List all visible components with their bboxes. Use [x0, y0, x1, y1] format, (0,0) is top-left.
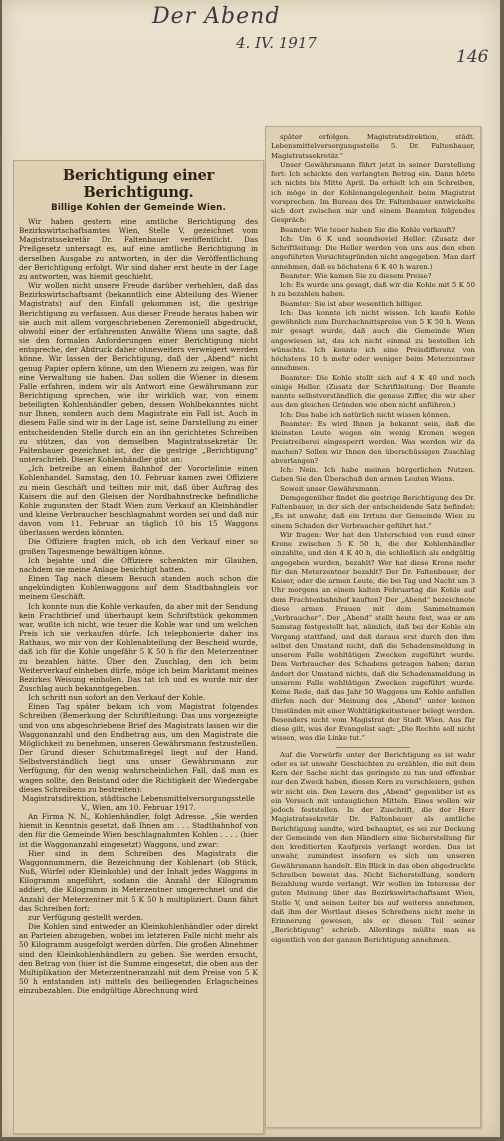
archive-sheet	[2, 0, 500, 1137]
paragraph: An Firma N. N., Kohlenhändler, folgt Adresse. „Sie werden hiemit in Kenntnis gesetzt, daß Ihnen am . . . Stadtbahnhof von den für die Gemeinde Wien beschlagnahmten Kohlen . . . . (hier ist die Waggonanzahl eingesetzt) Waggons, und zwar:	[19, 812, 258, 849]
right-column-text	[266, 133, 480, 945]
paragraph: Die Kohlen sind entweder an Kleinkohlenhändler oder direkt an Parteien abzugeben, wobei im letzteren Falle nicht mehr als 50 Kilogramm ausgefolgt werden dürfen. Die großen Abnehmer sind den Kleinkohlenhändlern zu geben. Sie werden ersucht, den Betrag von (hier ist die Summe eingesetzt, die oben aus der Multiplikation der Meterzentneranzahl mit dem Preise von 5 K 50 h entstanden ist) mittels des beiliegenden Erlagscheines einzubezahlen. Die endgültige Abrechnung wird	[19, 922, 258, 996]
paragraph: Demgegenüber findet die gestrige Berichtigung des Dr. Faltenbauer, in der sich der entscheidende Satz befindet: „Es ist unwahr, daß ein Irrtum der Gemeinde Wien zu einem Schaden der Verbraucher geführt hat.“	[271, 493, 475, 530]
left-column-text	[14, 217, 263, 995]
newspaper-clipping-left	[13, 160, 264, 1134]
section-divider	[336, 747, 410, 748]
paragraph: Beamter: Wie kamen Sie zu diesem Preise?	[280, 271, 432, 280]
paragraph: Wir wollen nicht unsere Freude darüber verhehlen, daß das Bezirkswirtschaftsamt (bekanntlich eine Abteilung des Wiener Magistrats) auf den Einfall gekommen ist, die gestrige Berichtigung zu verfassen. Aus dieser Freude heraus haben wir sie auch mit allem vorgeschriebenen Zeremoniell abgedruckt, obwohl einer der erfahrensten Anwälte Wiens uns sagte, daß sie den formalen Anforderungen einer Berichtigung nicht entspreche, der Abdruck daher ohneweiters verweigert werden könne. Wir lassen der Berichtigung, daß der „Abend“ nicht genug Papier opfern könne, um den Wienern zu zeigen, was für eine Verwaltung sie haben. Das sollen die Wiener in diesem Falle erfahren, indem wir als Antwort eine Gewährsmann zur Berichtigung sprechen, wie ihr wirklich war, von einem beteiligten Kohlenhändler geben, dessen Wohlbekanntes nicht nur Ihnen, sondern auch dem Magistrate ein Fall ist. Auch in diesem Falle sind wir in der Lage ist, seine Darstellung zu einer entscheidenden Stelle durch ein an ihn gerichtetes Schreiben zu stützen, das von demselben Magistratssekretär Dr. Faltenbauer gezeichnet ist, der die gestrige „Berichtigung“ unterschrieb. Dieser Kohlenhändler gibt an:	[19, 281, 258, 465]
paragraph: zur Verfügung gestellt werden.	[28, 912, 144, 922]
paragraph: Ich: Es wurde uns gesagt, daß wir die Kohle mit 5 K 50 h zu bezahlen haben.	[271, 281, 475, 299]
paragraph: Beamter: Sie ist aber wesentlich billiger.	[280, 299, 423, 308]
paragraph: Ich konnte nun die Kohle verkaufen, da aber mit der Sendung kein Frachtbrief und überhaupt kein Schriftstück gekommen war, wußte ich nicht, wie teuer die Kohle war und um welchen Preis ich sie verkaufen dürfe. Ich telephonierte daher ins Rathaus, wo mir von der Kohlenabteilung der Bescheid wurde, daß ich für die Kohle ungefähr 5 K 50 h für den Meterzentner zu bezahlen hätte. Über den Zuschlag, den ich beim Weiterverkauf einheben dürfe, möge ich beim Marktamt meines Bezirkes Weisung einholen. Das tat ich und es wurde mir der Zuschlag auch bekanntgegeben.	[19, 601, 258, 693]
paragraph: Die Offiziere fragten mich, ob ich den Verkauf einer so großen Tagesmenge bewältigen könne.	[19, 537, 258, 556]
paragraph: Ich schritt nun sofort an den Verkauf der Kohle.	[28, 693, 206, 703]
handwritten-page-number: 146	[456, 47, 489, 67]
paragraph: „Ich betreibe an einem Bahnhof der Vorortelinie einen Kohlenhandel. Samstag, den 10. Februar kamen zwei Offiziere zu mein Geschäft und teilten mir mit, daß über Auftrag des Kaisers die auf den Gleisen der Nordbahnstrecke befindliche Kohle zugunsten der Stadt Wien zum Verkauf an Kleinhändler und kleine Verbraucher beschlagnahmt worden sei und daß mir davon vom 11. Februar an täglich 10 bis 15 Waggons überlassen werden könnten.	[19, 464, 258, 538]
article-subheadline: Billige Kohlen der Gemeinde Wien.	[51, 203, 226, 213]
paragraph: Soweit unser Gewährsmann.	[280, 484, 381, 493]
paragraph: Beamter: Die Kohle stellt sich auf 4 K 40 und noch einige Heller. (Zusatz der Schriftleitung: Der Beamte nannte selbstverständlich die genaue Ziffer, die wir aber aus den gleichen Gründen wie oben nicht anführen.)	[271, 373, 475, 410]
paragraph: Ich: Um 6 K und soundsoviel Heller. (Zusatz der Schriftleitung: Die Heller werden von uns aus den eben angeführten Vorsichtsgründen nicht angegeben. Man darf annehmen, daß es höchstens 6 K 40 h waren.)	[271, 234, 475, 271]
handwritten-newspaper-name: Der Abend	[152, 4, 281, 29]
paragraph: später erfolgen. Magistratsdirektion, städt. Lebensmittelversorgungsstelle 5. Dr. Faltenbauer, Magistratssekretär.“	[271, 133, 475, 160]
newspaper-clipping-right	[265, 126, 481, 1128]
paragraph: Hier sind in dem Schreiben des Magistrats die Waggonnummern, die Bezeichnung der Kohlenart (ob Stück, Nuß, Würfel oder Kleinkohle) und der Inhalt jedes Waggons in Kilogramm angeführt, sodann die Anzahl der Kilogramm addiert, die Kilogramm in Meterzentner umgerechnet und die Anzahl der Meterzentner mit 5 K 50 h multipliziert. Dann fährt das Schreiben fort:	[19, 848, 258, 913]
paragraph: Ich bejahte und die Offiziere schenkten mir Glauben, nachdem sie meine Anlage besichtigt hatten.	[19, 555, 258, 574]
paragraph: Auf die Vorwürfe unter der Berichtigung es ist wahr oder es ist unwahr Geschichten zu erzählen, die mit dem Kern der Sache nicht das geringste zu tun und offenbar nur den Zweck haben, diesen Kern zu verschleiern, gehen wir nicht ein. Den Lesern des „Abend“ gegenüber ist es ein Versuch mit untauglichen Mitteln. Eines wollen wir jedoch feststellen. In der Zuschrift, die der Herr Magistratssekretär Dr. Faltenbauer als amtliche Berichtigung sandte, wird behauptet, es sei zur Deckung der Gemeinde von den Händlern eine Sicherstellung für den kreditierten Kaufpreis verlangt worden. Das ist unwahr, zumindest insofern es sich um unseren Gewährsmann handelt. Ein Blick in das oben abgedruckte Schreiben beweist das. Nicht Sicherstellung, sondern Bezahlung wurde verlangt. Wir wollen im Interesse der guten Meinung über das Bezirkswirtschaftsamt Wien, Stelle V, und seinen Leiter bis auf weiteres annehmen, daß ihm der Wortlaut dieses Schreibens nicht mehr in Erinnerung gewesen, als er diesen Teil seiner „Berichtigung“ schrieb. Allerdings müßte man es eigentlich von der ganzen Berichtigung annehmen.	[271, 750, 475, 944]
paragraph: Ich: Nein. Ich habe meinen bürgerlichen Nutzen. Geben Sie den Überschuß den armen Leuten Wiens.	[271, 466, 475, 484]
paragraph: Beamter: Es wird Ihnen ja bekannt sein, daß die kleinsten Leute wegen ein wenig Kronen wegen Preistreiberei eingesperrt werden. Was werden wir da machen? Sollen wir Ihnen den überschüssigen Zuschlag abverlangen?	[271, 419, 475, 465]
paragraph: Beamter: Wie teuer haben Sie die Kohle verkauft?	[280, 225, 456, 234]
article-headline: Berichtigung einer Berichtigung.	[62, 167, 215, 201]
handwritten-date: 4. IV. 1917	[236, 34, 317, 52]
paragraph: Unser Gewährsmann fährt jetzt in seiner Darstellung fort: Ich schickte den verlangten Betrag ein. Dann hörte ich nichts bis Mitte April. Da erhielt ich ein Schreiben, ich möge in der Kohlenangelegenheit beim Magistrat vorsprechen. Im Bureau des Dr. Faltenbauer entwickelte sich dort zwischen mir und einem Beamten folgendes Gespräch:	[271, 160, 475, 225]
paragraph: Einen Tag später bekam ich vom Magistrat folgendes Schreiben (Bemerkung der Schriftleitung: Das uns vorgezeigte und von uns abgeschriebene Brief des Magistrats lassen wir die Waggonanzahl und den Endbetrag aus, um den Magistrate die Möglichkeit zu benehmen, unseren Gewährsmann festzustellen. Der Grund dieser Schutzmaßregel liegt auf der Hand. Selbstverständlich liegt uns unser Gewährsmann zur Verfügung, für den wenig wahrscheinlichen Fall, daß man es wagen sollte, den Beistand oder die Richtigkeit der Wiedergabe dieses Schreibens zu bestreiten):	[19, 702, 258, 794]
paragraph: Magistratsdirektion, städtische Lebensmittelversorgungsstelle V., Wien, am 10. Februar 1917.	[22, 793, 255, 812]
paragraph: Ich: Das habe ich natürlich nicht wissen können.	[280, 410, 451, 419]
paragraph: Einen Tag nach diesem Besuch standen auch schon die angekündigten Kohlenwaggons auf dem Stadtbahngleis vor meinem Geschäft.	[19, 574, 258, 602]
paragraph: Ich: Das konnte ich nicht wissen. Ich kaufe Kohle gewöhnlich zum Durchschnittspreise von 5 K 50 h. Wenn mir gesagt wurde, daß auch die Gemeinde Wien angewiesen ist, das ich nicht einmal zu bestellen ich wünschte. Ich konnte ich eine Preisdifferenz von höchstens 10 h mehr oder weniger beim Meterzentner annehmen.	[271, 308, 475, 373]
paragraph: Wir fragen: Wer hat den Unterschied von rund einer Krone zwischen 5 K 50 h, die der Kohlenhändler einzahlte, und den 4 K 40 h, die schließlich als endgültig angegeben wurden, bezahlt? Wer hat diese Krone mehr für den Meterzentner bezahlt? Der Dr. Faltenbauer, der Kaiser, oder die armen Leute, die bei Tag und Nacht um 3 Uhr morgens an einem kalten Februartag die Kohle auf dem Frachtenbahnhof kauften? Der „Abend“ bezeichnete diese armen Frauen mit dem Sammelnamen „Verbraucher“. Der „Abend“ stellt heute fest, was er am Samstag festgestellt hat, nämlich, daß bei der Kohle ein Vorgang stattfand, und daß daraus erst durch den ihm selbst den Umstand nicht, daß die Schadensmeldung in unserem Falle wohltätigen Zwecken zugeführt wurde. Dem Verbraucher des Schadens getragen haben; daran ändert der Umstand nichts, daß die Schadensmeldung in unserem Falle wohltätigen Zwecken zugeführt wurde. Keine Rede, daß das Jahr 50 Waggons um Kohle anfallen dürfen nach der Meinung des „Abend“ unter keinen Umständen mit einer Wohltätigkeitssteuer belegt werden. Besonders nicht vom Magistrat der Stadt Wien. Aus für diese gilt, was der Evangelist sagt: „Die Rechte soll nicht wissen, was die Linke tut.“	[271, 530, 475, 743]
paragraph: Wir haben gestern eine amtliche Berichtigung des Bezirkswirtschaftsamtes Wien, Stelle V, gezeichnet vom Magistratssekretär Dr. Faltenbauer veröffentlicht. Das Preßgesetz untersagt es, auf eine amtliche Berichtigung in derselben Ausgabe zu antworten, in der die Veröffentlichung der Berichtigung erfolgt. Wir sind daher erst heute in der Lage zu antworten, was hiemit geschieht.	[19, 217, 258, 281]
